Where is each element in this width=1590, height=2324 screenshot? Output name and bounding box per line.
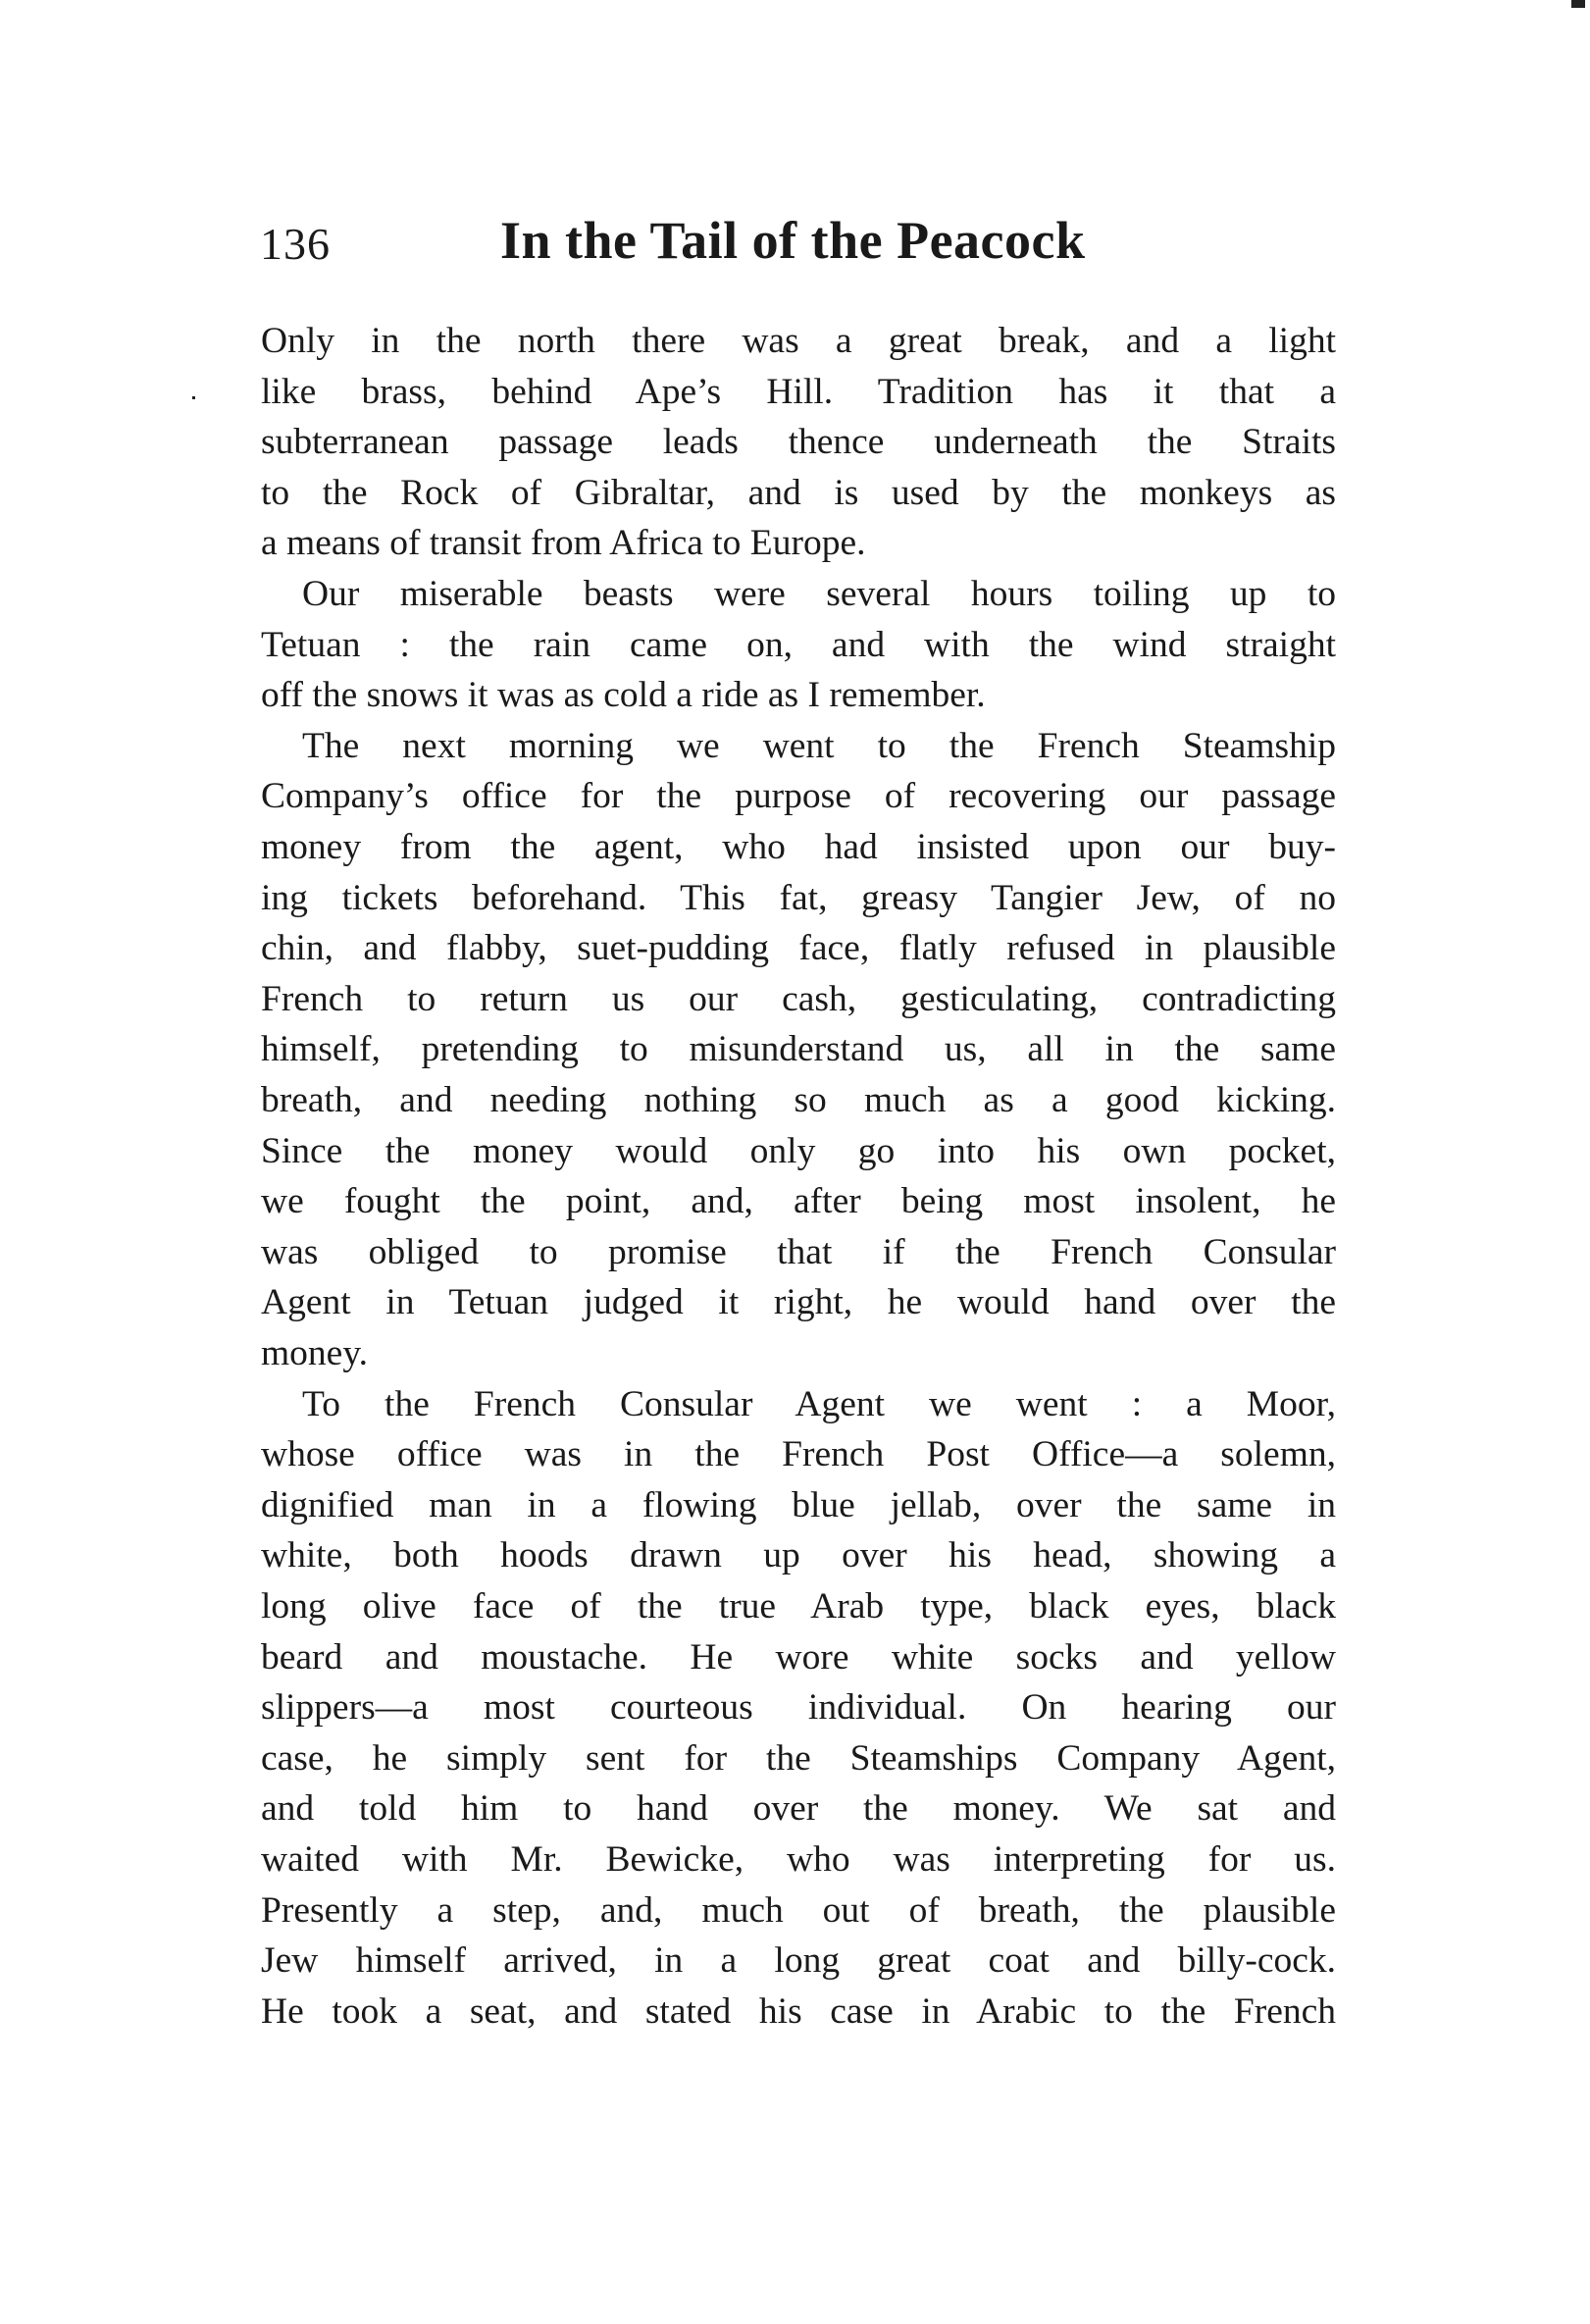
text-line: off the snows it was as cold a ride as I remember. xyxy=(261,675,986,716)
text-line: was obliged to promise that if the French Consular xyxy=(261,1231,1336,1272)
text-line: whose office was in the French Post Office—a solemn, xyxy=(261,1434,1336,1475)
text-line: subterranean passage leads thence underneath the Straits xyxy=(261,422,1336,463)
text-line: Only in the north there was a great break, and a light xyxy=(261,321,1336,361)
text-line: ing tickets beforehand. This fat, greasy Tangier Jew, of no xyxy=(261,877,1336,918)
text-line: himself, pretending to misunderstand us, all in the same xyxy=(261,1029,1336,1070)
text-line: long olive face of the true Arab type, black eyes, black xyxy=(261,1586,1336,1627)
scan-speck xyxy=(1571,0,1585,8)
text-line: To the French Consular Agent we went : a Moor, xyxy=(302,1383,1336,1424)
text-line: Company’s office for the purpose of recovering our passage xyxy=(261,776,1336,817)
text-line: and told him to hand over the money. We sat and xyxy=(261,1788,1336,1830)
text-line: Tetuan : the rain came on, and with the wind straight xyxy=(261,624,1336,665)
text-line: money from the agent, who had insisted upon our buy- xyxy=(261,827,1336,867)
text-line: like brass, behind Ape’s Hill. Tradition has it that a xyxy=(261,371,1336,412)
page-number: 136 xyxy=(260,219,331,269)
text-line: Jew himself arrived, in a long great coat and billy-cock. xyxy=(261,1940,1336,1982)
text-line: Since the money would only go into his own pocket, xyxy=(261,1130,1336,1171)
text-line: French to return us our cash, gesticulating, contradicting xyxy=(261,978,1336,1019)
text-line: beard and moustache. He wore white socks and yellow xyxy=(261,1636,1336,1678)
text-line: slippers—a most courteous individual. On hearing our xyxy=(261,1687,1336,1729)
running-title: In the Tail of the Peacock xyxy=(500,211,1086,270)
text-line: to the Rock of Gibraltar, and is used by the monkeys as xyxy=(261,472,1336,513)
text-line: Our miserable beasts were several hours toiling up to xyxy=(302,574,1336,614)
text-line: Presently a step, and, much out of breath, the plausible xyxy=(261,1889,1336,1931)
text-line: The next morning we went to the French Steamship xyxy=(302,725,1336,766)
text-line: chin, and flabby, suet-pudding face, flatly refused in plausible xyxy=(261,928,1336,969)
text-line: case, he simply sent for the Steamships Company Agent, xyxy=(261,1737,1336,1779)
text-line: white, both hoods drawn up over his head, showing a xyxy=(261,1535,1336,1576)
text-line: breath, and needing nothing so much as a good kicking. xyxy=(261,1080,1336,1120)
text-line: He took a seat, and stated his case in Arabic to the French xyxy=(261,1990,1336,2032)
scan-speck xyxy=(192,396,195,399)
text-line: waited with Mr. Bewicke, who was interpreting for us. xyxy=(261,1839,1336,1880)
text-line: dignified man in a flowing blue jellab, over the same in xyxy=(261,1484,1336,1525)
text-line: a means of transit from Africa to Europe. xyxy=(261,523,866,564)
text-line: we fought the point, and, after being most insolent, he xyxy=(261,1181,1336,1222)
text-line: money. xyxy=(261,1333,369,1373)
text-line: Agent in Tetuan judged it right, he would hand over the xyxy=(261,1282,1336,1323)
